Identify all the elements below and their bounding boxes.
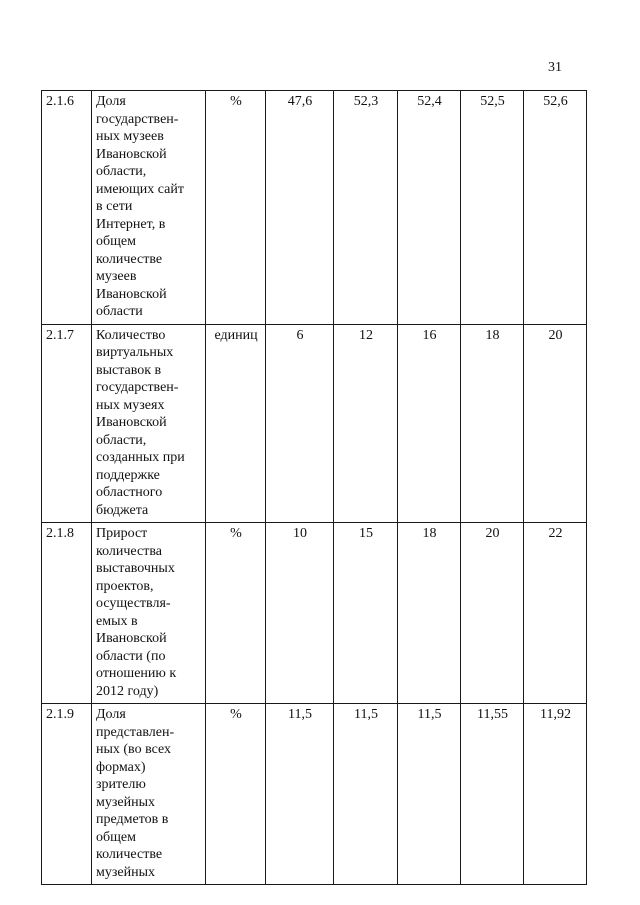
indicator-name-line: области, xyxy=(96,164,147,179)
row-number: 2.1.8 xyxy=(42,523,92,704)
indicator-name-line: количестве xyxy=(96,847,163,862)
value-cell: 52,5 xyxy=(461,91,524,325)
table-row xyxy=(42,523,587,704)
value-cell: 18 xyxy=(461,324,524,523)
value-cell: 16 xyxy=(398,324,461,523)
table-row xyxy=(42,704,587,885)
page-number: 31 xyxy=(548,60,562,75)
indicator-name-line: формах) xyxy=(96,759,146,775)
table-body xyxy=(42,91,587,885)
table-row xyxy=(42,324,587,523)
value-cell: 52,3 xyxy=(334,91,398,325)
indicator-name-line: общем xyxy=(96,829,136,845)
indicator-name-line: Интернет, в xyxy=(96,216,166,232)
value-cell: 6 xyxy=(266,324,334,523)
indicator-name-line: представлен- xyxy=(96,724,175,740)
indicator-name-line: выставок в xyxy=(96,362,162,378)
indicator-name-line: проектов, xyxy=(96,578,154,594)
indicator-name-line: общем xyxy=(96,234,136,249)
indicator-name-line: зрителю xyxy=(96,777,146,792)
indicator-name-line: виртуальных xyxy=(96,345,174,360)
indicator-name-line: Доля xyxy=(96,94,126,109)
indicator-name-line: ных музеев xyxy=(96,129,164,144)
indicator-name-line: предметов в xyxy=(96,812,169,827)
indicator-name-line: Прирост xyxy=(96,526,148,541)
value-cell: 52,6 xyxy=(524,91,587,325)
indicator-name-line: ных музеях xyxy=(96,397,165,413)
indicator-name-line: музеев xyxy=(96,269,137,284)
value-cell: 12 xyxy=(334,324,398,523)
indicator-name-line: Ивановской xyxy=(96,146,167,162)
value-cell: 52,4 xyxy=(398,91,461,325)
indicator-name-line: 2012 году) xyxy=(96,683,159,699)
indicator-name-line: Ивановской xyxy=(96,415,167,430)
unit-cell: % xyxy=(206,523,266,704)
indicator-name-line: ных (во всех xyxy=(96,742,172,757)
value-cell: 11,5 xyxy=(266,704,334,885)
row-number: 2.1.7 xyxy=(42,324,92,523)
indicator-name-line: музейных xyxy=(96,864,155,880)
indicator-name-line: выставочных xyxy=(96,561,175,576)
value-cell: 18 xyxy=(398,523,461,704)
value-cell: 11,5 xyxy=(334,704,398,885)
indicator-name xyxy=(92,704,206,885)
indicator-name-line: государствен- xyxy=(96,111,179,127)
unit-cell: % xyxy=(206,704,266,885)
value-cell: 47,6 xyxy=(266,91,334,325)
value-cell: 11,5 xyxy=(398,704,461,885)
value-cell: 11,55 xyxy=(461,704,524,885)
value-cell: 20 xyxy=(524,324,587,523)
indicator-name-line: поддержке xyxy=(96,467,160,483)
indicator-name-line: Ивановской xyxy=(96,631,167,646)
indicators-table xyxy=(41,90,587,885)
indicator-name xyxy=(92,324,206,523)
table-row xyxy=(42,91,587,325)
indicator-name xyxy=(92,523,206,704)
value-cell: 15 xyxy=(334,523,398,704)
indicator-name-line: бюджета xyxy=(96,502,149,518)
value-cell: 11,92 xyxy=(524,704,587,885)
indicator-name-line: имеющих сайт xyxy=(96,181,185,197)
indicator-name-line: государствен- xyxy=(96,380,179,395)
unit-cell: % xyxy=(206,91,266,325)
indicator-name-line: отношению к xyxy=(96,666,177,681)
indicator-name-line: Ивановской xyxy=(96,286,167,302)
indicator-name-line: количестве xyxy=(96,251,163,267)
indicator-name-line: созданных при xyxy=(96,450,185,465)
indicator-name-line: осуществля- xyxy=(96,596,171,611)
indicator-name-line: областного xyxy=(96,485,163,500)
indicator-name-line: количества xyxy=(96,543,162,559)
indicator-name-line: области, xyxy=(96,432,147,448)
value-cell: 20 xyxy=(461,523,524,704)
indicator-name-line: музейных xyxy=(96,794,155,810)
indicator-name-line: области (по xyxy=(96,648,166,664)
indicator-name-line: области xyxy=(96,304,143,319)
indicator-name-line: в сети xyxy=(96,199,133,214)
indicator-name-line: Доля xyxy=(96,707,126,722)
indicator-name-line: емых в xyxy=(96,613,138,629)
value-cell: 10 xyxy=(266,523,334,704)
row-number: 2.1.9 xyxy=(42,704,92,885)
unit-cell: единиц xyxy=(206,324,266,523)
indicator-name xyxy=(92,91,206,325)
row-number: 2.1.6 xyxy=(42,91,92,325)
indicator-name-line: Количество xyxy=(96,327,166,343)
value-cell: 22 xyxy=(524,523,587,704)
